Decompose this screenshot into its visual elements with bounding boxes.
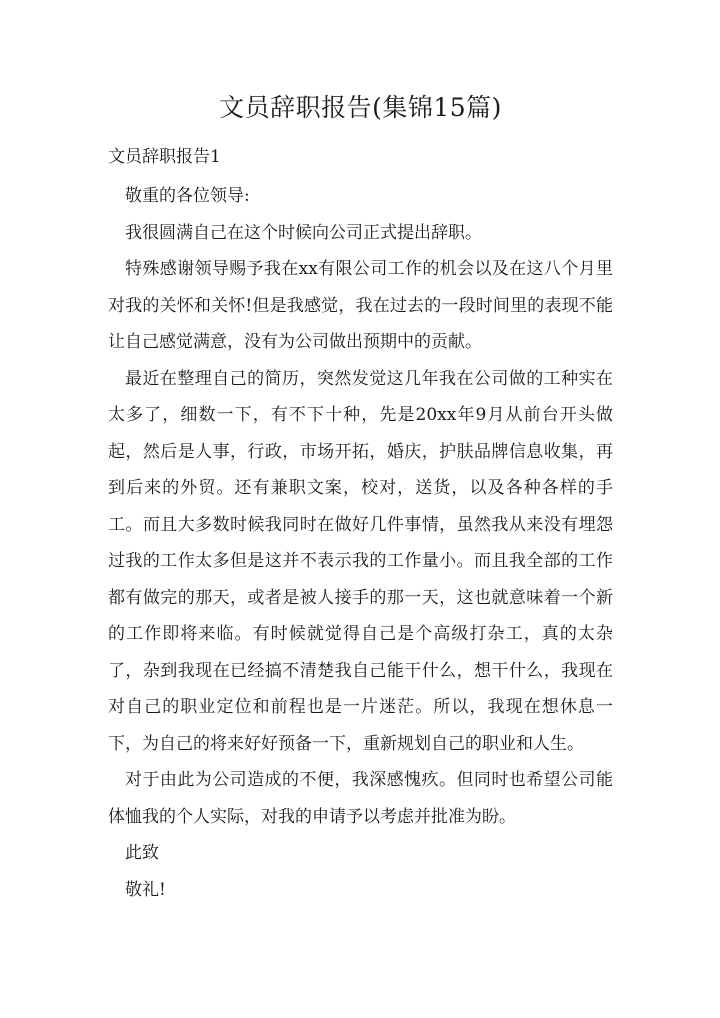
paragraph-apology: 对于由此为公司造成的不便，我深感愧疚。但同时也希望公司能体恤我的个人实际，对我的申请予以考虑并批准为盼。 xyxy=(108,770,613,827)
paragraph-gratitude: 特殊感谢领导赐予我在xx有限公司工作的机会以及在这八个月里对我的关怀和关怀!但是我感觉，我在过去的一段时间里的表现不能让自己感觉满意，没有为公司做出预期中的贡献。 xyxy=(108,259,613,352)
paragraph-regards: 敬礼! xyxy=(125,879,166,900)
section-heading: 文员辞职报告1 xyxy=(108,147,221,167)
document-title: 文员辞职报告(集锦15篇) xyxy=(219,93,502,122)
paragraph-reasons: 最近在整理自己的简历，突然发觉这几年我在公司做的工种实在太多了，细数一下，有不下十种，先是20xx年9月从前台开头做起，然后是人事，行政，市场开拓，婚庆，护肤品牌信息收集，再到后来的外贸。还有兼职文案，校对，送货，以及各种各样的手工。而且大多数时候我同时在做好几件事情，虽然我从来没有埋怨过我的工作太多但是这并不表示我的工作量小。而且我全部的工作都有做完的那天，或者是被人接手的那一天，这也就意味着一个新的工作即将来临。有时候就觉得自己是个高级打杂工，真的太杂了，杂到我现在已经搞不清楚我自己能干什么，想干什么，我现在对自己的职业定位和前程也是一片迷茫。所以，我现在想休息一下，为自己的将来好好预备一下，重新规划自己的职业和人生。 xyxy=(108,368,613,754)
paragraph-closing: 此致 xyxy=(125,843,159,863)
paragraph-resignation-statement: 我很圆满自己在这个时候向公司正式提出辞职。 xyxy=(125,222,482,243)
paragraph-salutation: 敬重的各位领导: xyxy=(125,186,250,206)
